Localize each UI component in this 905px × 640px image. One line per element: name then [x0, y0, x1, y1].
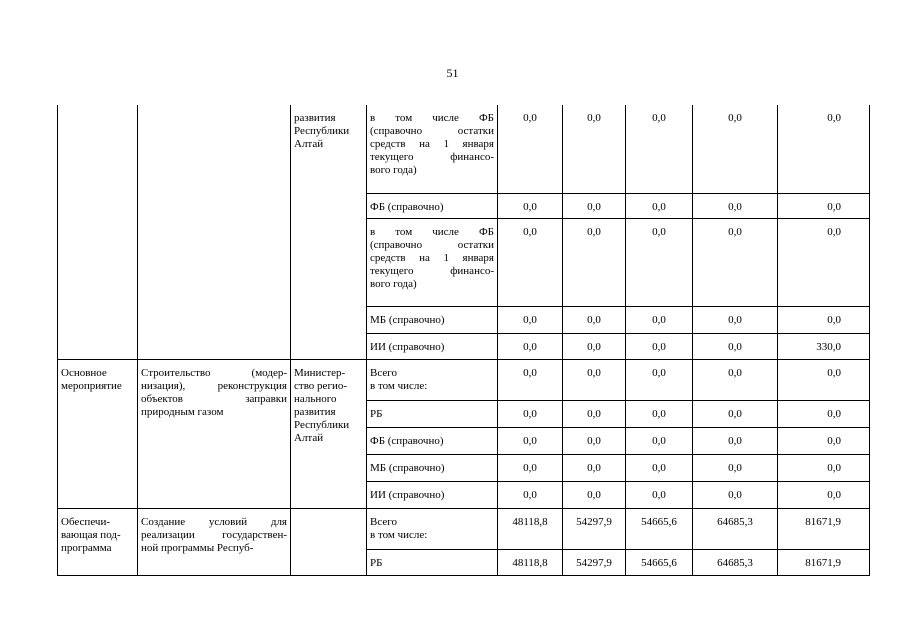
funding-source-cell — [367, 359, 498, 400]
amount-cell: 81671,9 — [778, 508, 870, 549]
amount-cell: 0,0 — [778, 218, 870, 306]
table-row — [58, 359, 870, 400]
amount-cell: 0,0 — [498, 400, 563, 427]
table-body — [58, 105, 870, 575]
amount-cell: 0,0 — [563, 333, 626, 359]
amount-cell: 0,0 — [563, 359, 626, 400]
funding-source-cell — [367, 333, 498, 359]
funding-source-cell — [367, 193, 498, 218]
amount-cell: 330,0 — [778, 333, 870, 359]
table-row — [58, 508, 870, 549]
event-name-cell-line: ной программы Респуб- — [141, 541, 254, 554]
event-type-cell-line: Обеспечи- — [61, 515, 111, 528]
event-name-cell — [138, 359, 291, 508]
amount-cell: 0,0 — [778, 105, 870, 193]
amount-cell: 48118,8 — [498, 549, 563, 575]
amount-cell: 0,0 — [778, 306, 870, 333]
event-type-cell-line: мероприятие — [61, 379, 122, 392]
executor-cell-line: Алтай — [294, 431, 324, 444]
amount-cell: 64685,3 — [693, 549, 778, 575]
funding-source-cell-line: РБ — [370, 556, 383, 569]
event-name-cell-line: Создание условий для — [141, 515, 287, 528]
amount-cell: 0,0 — [778, 427, 870, 454]
amount-cell: 0,0 — [693, 427, 778, 454]
amount-cell: 0,0 — [778, 481, 870, 508]
funding-source-cell — [367, 508, 498, 549]
funding-source-cell — [367, 481, 498, 508]
amount-cell: 0,0 — [563, 481, 626, 508]
funding-source-cell-line: средств на 1 января — [370, 138, 494, 150]
funding-source-cell-line: МБ (справочно) — [370, 461, 445, 474]
executor-cell-line: Республики — [294, 125, 350, 137]
amount-cell: 54297,9 — [563, 549, 626, 575]
funding-source-cell-line: вого года) — [370, 277, 417, 290]
amount-cell: 0,0 — [693, 454, 778, 481]
event-name-cell-line: объектов заправки — [141, 392, 287, 405]
amount-cell: 0,0 — [778, 454, 870, 481]
amount-cell: 0,0 — [563, 193, 626, 218]
event-name-cell-line: низация), реконструкция — [141, 379, 287, 392]
amount-cell: 0,0 — [778, 193, 870, 218]
amount-cell: 0,0 — [498, 333, 563, 359]
funding-source-cell-line: РБ — [370, 407, 383, 420]
amount-cell: 64685,3 — [693, 508, 778, 549]
amount-cell: 0,0 — [626, 359, 693, 400]
amount-cell: 0,0 — [498, 454, 563, 481]
funding-source-cell — [367, 400, 498, 427]
amount-cell: 0,0 — [626, 400, 693, 427]
executor-cell-line: Республики — [294, 418, 350, 431]
amount-cell: 0,0 — [693, 400, 778, 427]
amount-cell: 0,0 — [693, 481, 778, 508]
executor-cell-line: Алтай — [294, 138, 324, 150]
amount-cell: 0,0 — [498, 218, 563, 306]
amount-cell: 0,0 — [626, 427, 693, 454]
funding-source-cell-line: МБ (справочно) — [370, 313, 445, 326]
amount-cell: 0,0 — [693, 193, 778, 218]
amount-cell: 0,0 — [693, 105, 778, 193]
funding-source-cell — [367, 105, 498, 193]
amount-cell: 54665,6 — [626, 549, 693, 575]
funding-source-cell-line: в том числе ФБ — [370, 112, 494, 124]
event-name-cell — [138, 508, 291, 575]
funding-source-cell-line: в том числе: — [370, 379, 428, 392]
funding-source-cell-line: Всего — [370, 366, 397, 379]
executor-cell — [291, 105, 367, 359]
funding-source-cell-line: Всего — [370, 515, 397, 528]
table-row — [58, 105, 870, 193]
executor-cell — [291, 508, 367, 575]
funding-source-cell-line: ФБ (справочно) — [370, 200, 444, 213]
amount-cell: 0,0 — [498, 105, 563, 193]
amount-cell: 0,0 — [693, 306, 778, 333]
amount-cell: 81671,9 — [778, 549, 870, 575]
funding-source-cell-line: в том числе ФБ — [370, 225, 494, 238]
event-type-cell-line: программа — [61, 541, 112, 554]
amount-cell: 0,0 — [778, 359, 870, 400]
amount-cell: 0,0 — [778, 400, 870, 427]
amount-cell: 0,0 — [563, 454, 626, 481]
amount-cell: 0,0 — [693, 218, 778, 306]
event-type-cell-line: Основное — [61, 366, 107, 379]
funding-source-cell-line: вого года) — [370, 164, 417, 176]
funding-source-cell-line: ИИ (справочно) — [370, 340, 445, 353]
funding-source-cell-line: средств на 1 января — [370, 251, 494, 264]
budget-table — [57, 105, 870, 576]
executor-cell-line: нального — [294, 392, 337, 405]
amount-cell: 0,0 — [498, 427, 563, 454]
amount-cell: 0,0 — [626, 481, 693, 508]
event-type-cell — [58, 508, 138, 575]
amount-cell: 0,0 — [626, 454, 693, 481]
event-name-cell-line: природным газом — [141, 405, 224, 418]
amount-cell: 54665,6 — [626, 508, 693, 549]
executor-cell-line: развития — [294, 405, 336, 418]
event-name-cell-line: Строительство (модер- — [141, 366, 287, 379]
amount-cell: 0,0 — [563, 105, 626, 193]
amount-cell: 0,0 — [498, 359, 563, 400]
amount-cell: 0,0 — [498, 306, 563, 333]
funding-source-cell-line: (справочно остатки — [370, 238, 494, 251]
amount-cell: 0,0 — [626, 333, 693, 359]
executor-cell — [291, 359, 367, 508]
executor-cell-line: Министер- — [294, 366, 346, 379]
amount-cell: 0,0 — [563, 306, 626, 333]
event-type-cell — [58, 105, 138, 359]
amount-cell: 0,0 — [693, 333, 778, 359]
funding-source-cell — [367, 218, 498, 306]
amount-cell: 0,0 — [626, 218, 693, 306]
amount-cell: 0,0 — [626, 193, 693, 218]
event-name-cell-line: реализации государствен- — [141, 528, 287, 541]
amount-cell: 54297,9 — [563, 508, 626, 549]
amount-cell: 0,0 — [626, 105, 693, 193]
funding-source-cell — [367, 454, 498, 481]
funding-source-cell-line: (справочно остатки — [370, 125, 494, 137]
page-number: 51 — [446, 66, 459, 80]
amount-cell: 0,0 — [626, 306, 693, 333]
funding-source-cell-line: ИИ (справочно) — [370, 488, 445, 501]
amount-cell: 0,0 — [693, 359, 778, 400]
amount-cell: 0,0 — [563, 400, 626, 427]
amount-cell: 0,0 — [563, 427, 626, 454]
amount-cell: 0,0 — [563, 218, 626, 306]
executor-cell-line: ство регио- — [294, 379, 348, 392]
funding-source-cell — [367, 306, 498, 333]
event-type-cell-line: вающая под- — [61, 528, 121, 541]
event-type-cell — [58, 359, 138, 508]
amount-cell: 48118,8 — [498, 508, 563, 549]
funding-source-cell-line: ФБ (справочно) — [370, 434, 444, 447]
funding-source-cell-line: текущего финансо- — [370, 151, 494, 163]
amount-cell: 0,0 — [498, 193, 563, 218]
funding-source-cell-line: в том числе: — [370, 528, 428, 541]
funding-source-cell — [367, 549, 498, 575]
amount-cell: 0,0 — [498, 481, 563, 508]
funding-source-cell-line: текущего финансо- — [370, 264, 494, 277]
executor-cell-line: развития — [294, 112, 336, 124]
event-name-cell — [138, 105, 291, 359]
funding-source-cell — [367, 427, 498, 454]
